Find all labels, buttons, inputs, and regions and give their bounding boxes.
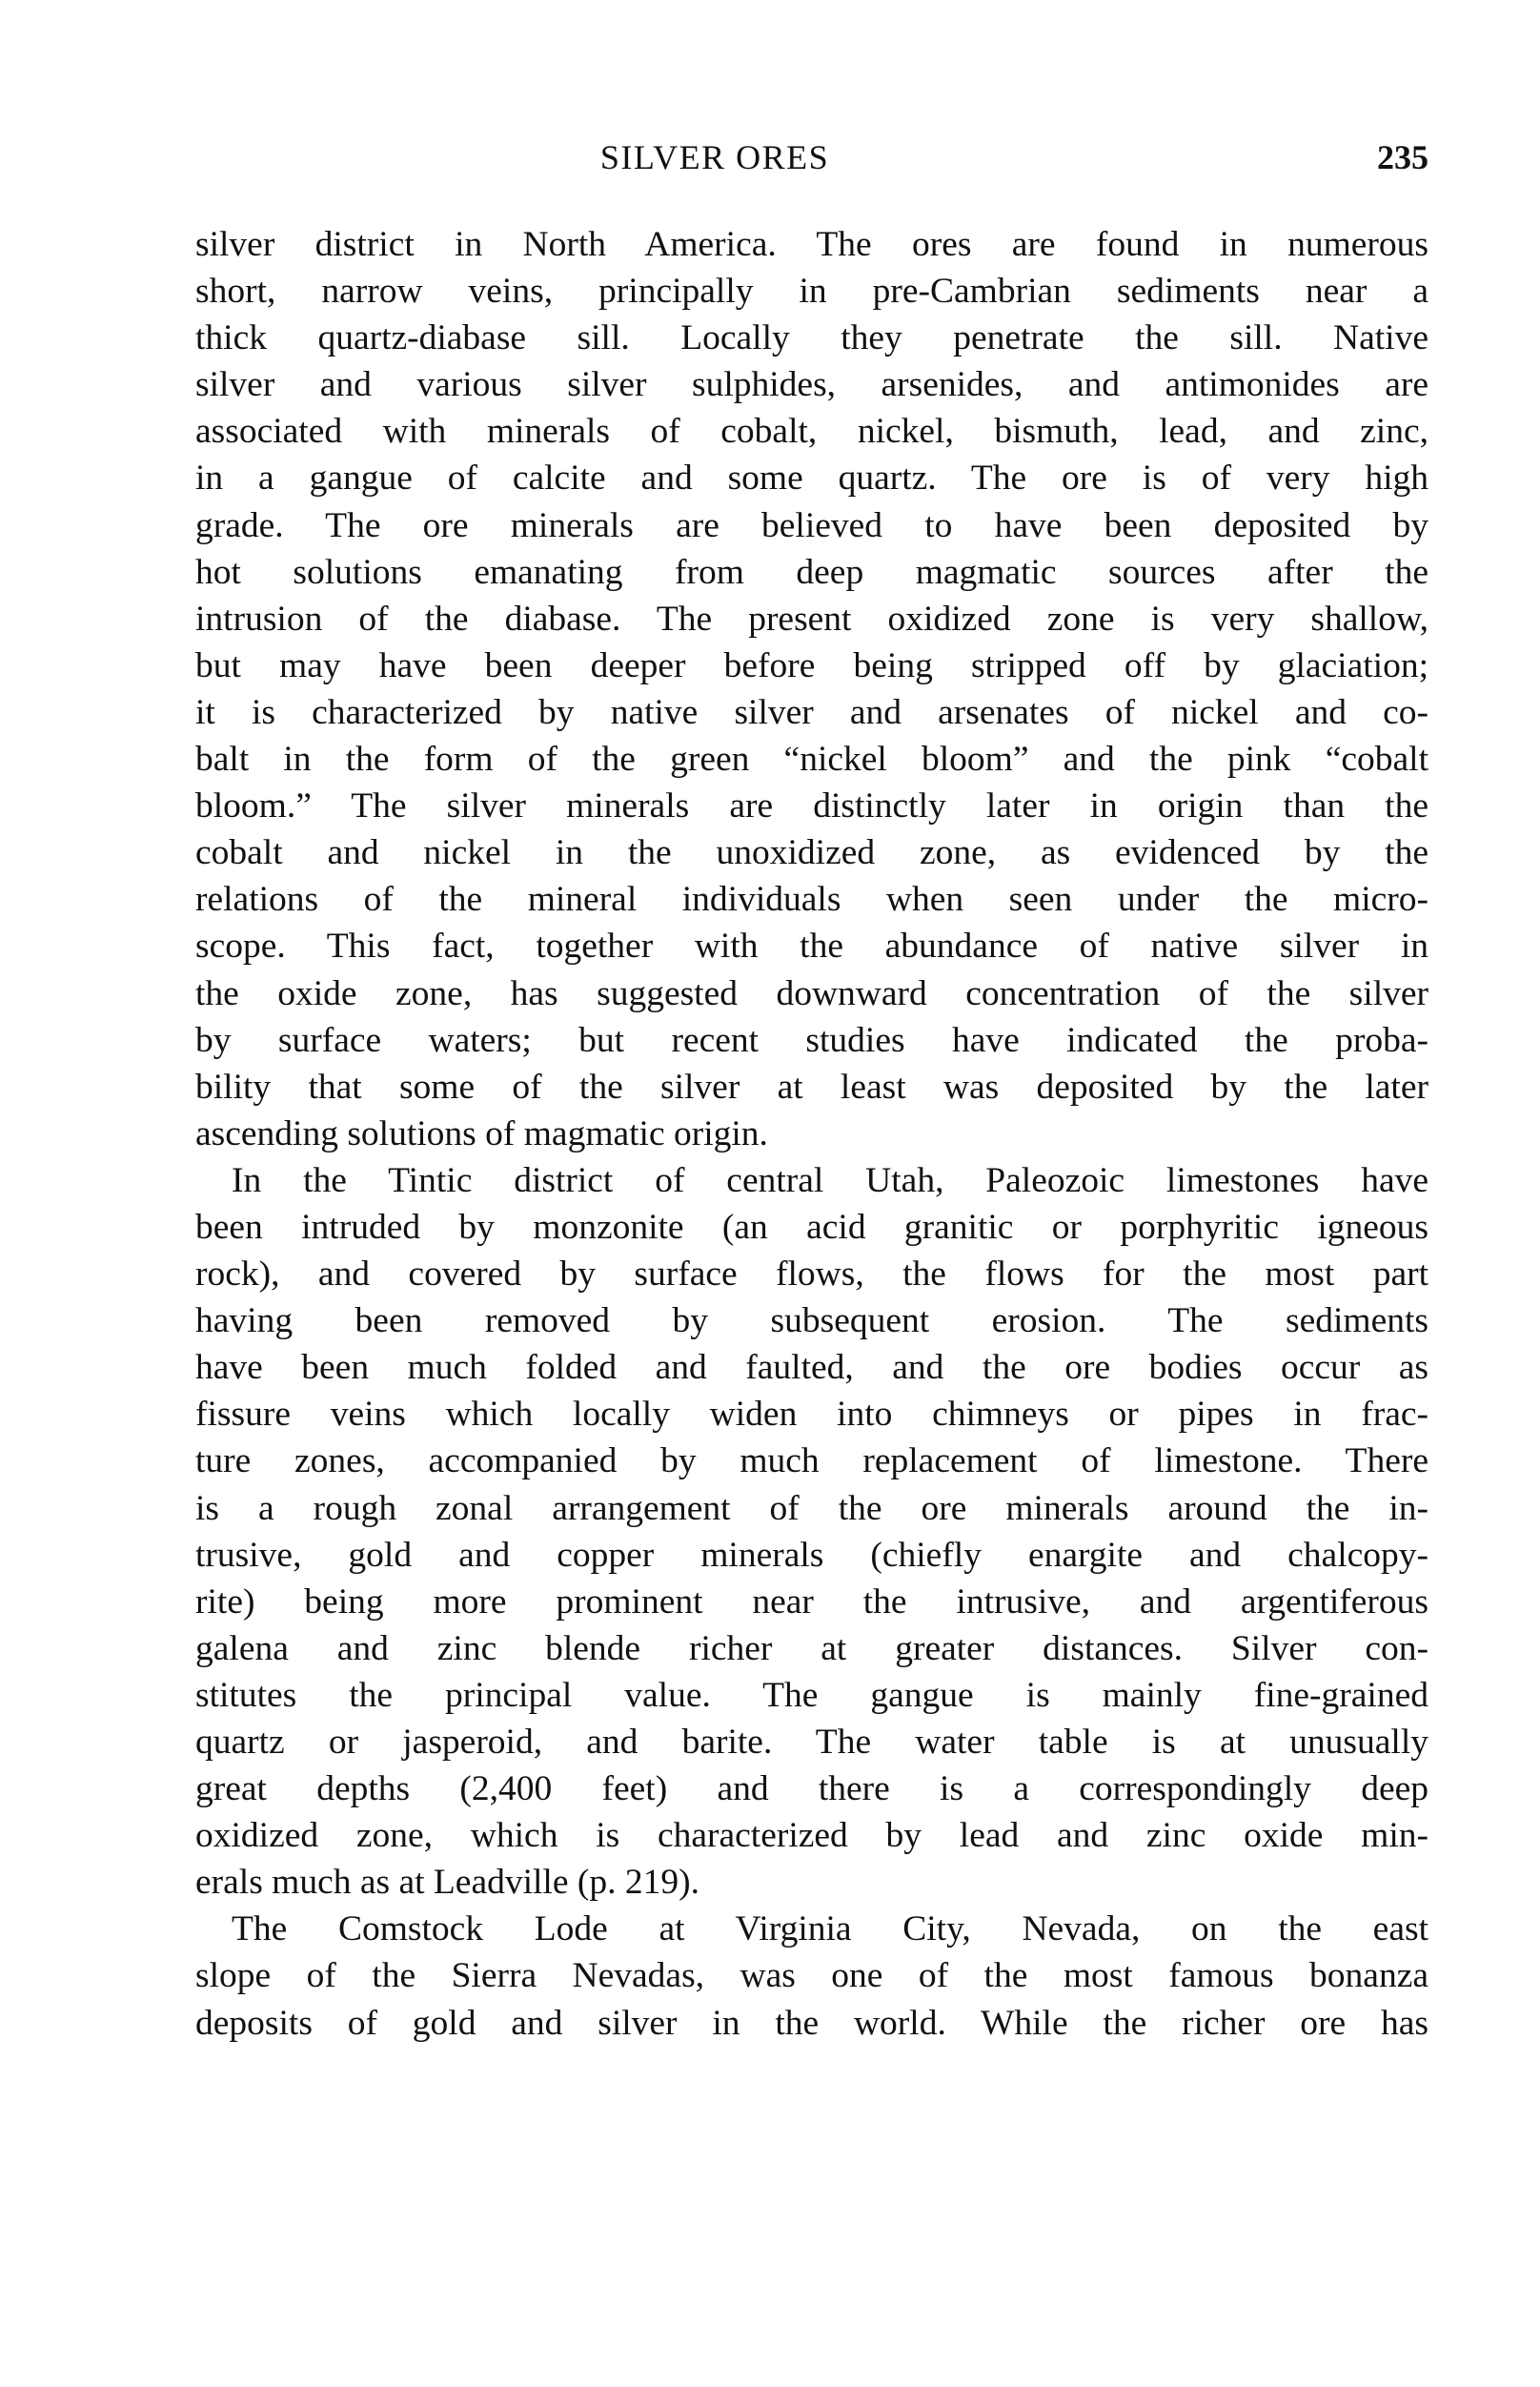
text-line: intrusion of the diabase. The present oxidized zone is very shallow,: [195, 599, 1429, 639]
text-line: relations of the mineral individuals when seen under the micro-: [195, 880, 1429, 920]
text-line: it is characterized by native silver and arsenates of nickel and co-: [195, 692, 1429, 732]
text-line: slope of the Sierra Nevadas, was one of the most famous bonanza: [195, 1956, 1429, 1996]
text-line: deposits of gold and silver in the world. While the richer ore has: [195, 2003, 1429, 2043]
paragraph-3: [195, 1906, 1429, 2046]
text-line: is a rough zonal arrangement of the ore minerals around the in-: [195, 1488, 1429, 1528]
paragraph-2: [195, 1157, 1429, 1907]
text-line: been intruded by monzonite (an acid granitic or porphyritic igneous: [195, 1207, 1429, 1247]
text-line: but may have been deeper before being stripped off by glaciation;: [195, 645, 1429, 685]
text-line: stitutes the principal value. The gangue is mainly fine-grained: [195, 1675, 1429, 1715]
body-text: [195, 221, 1429, 2047]
text-line: in a gangue of calcite and some quartz. The ore is of very high: [195, 459, 1429, 499]
text-line: silver and various silver sulphides, arsenides, and antimonides are: [195, 365, 1429, 405]
text-line: grade. The ore minerals are believed to have been deposited by: [195, 505, 1429, 545]
text-line: bility that some of the silver at least was deposited by the later: [195, 1067, 1429, 1107]
text-line: short, narrow veins, principally in pre-Cambrian sediments near a: [195, 272, 1429, 312]
running-head: [195, 133, 1429, 181]
text-line: thick quartz-diabase sill. Locally they penetrate the sill. Native: [195, 318, 1429, 358]
text-line: In the Tintic district of central Utah, Paleozoic limestones have: [232, 1160, 1429, 1200]
text-line: trusive, gold and copper minerals (chiefly enargite and chalcopy-: [195, 1535, 1429, 1575]
text-line: rock), and covered by surface flows, the flows for the most part: [195, 1255, 1429, 1295]
text-line: the oxide zone, has suggested downward concentration of the silver: [195, 973, 1429, 1013]
text-line: galena and zinc blende richer at greater distances. Silver con-: [195, 1628, 1429, 1668]
page-number: 235: [1377, 138, 1429, 176]
text-line: hot solutions emanating from deep magmatic sources after the: [195, 552, 1429, 592]
text-line: associated with minerals of cobalt, nickel, bismuth, lead, and zinc,: [195, 412, 1429, 452]
text-line: silver district in North America. The ores are found in numerous: [195, 225, 1429, 264]
text-line: bloom.” The silver minerals are distinctly later in origin than the: [195, 786, 1429, 826]
text-line: oxidized zone, which is characterized by lead and zinc oxide min-: [195, 1816, 1429, 1856]
text-line: ascending solutions of magmatic origin.: [195, 1113, 768, 1153]
text-line: by surface waters; but recent studies have indicated the proba-: [195, 1020, 1429, 1060]
paragraph-1: [195, 221, 1429, 1157]
text-line: rite) being more prominent near the intrusive, and argentiferous: [195, 1581, 1429, 1622]
text-line: fissure veins which locally widen into chimneys or pipes in frac-: [195, 1395, 1429, 1435]
text-line: erals much as at Leadville (p. 219).: [195, 1863, 699, 1903]
text-line: quartz or jasperoid, and barite. The water table is at unusually: [195, 1723, 1429, 1762]
text-line: ture zones, accompanied by much replacement of limestone. There: [195, 1441, 1429, 1481]
text-line: balt in the form of the green “nickel bloom” and the pink “cobalt: [195, 740, 1429, 780]
text-line: have been much folded and faulted, and the ore bodies occur as: [195, 1348, 1429, 1388]
text-line: scope. This fact, together with the abundance of native silver in: [195, 927, 1429, 967]
text-line: great depths (2,400 feet) and there is a correspondingly deep: [195, 1769, 1429, 1809]
running-title: SILVER ORES: [599, 138, 830, 176]
text-line: The Comstock Lode at Virginia City, Nevada, on the east: [232, 1909, 1429, 1949]
text-line: cobalt and nickel in the unoxidized zone, as evidenced by the: [195, 833, 1429, 873]
text-line: having been removed by subsequent erosion. The sediments: [195, 1301, 1429, 1341]
